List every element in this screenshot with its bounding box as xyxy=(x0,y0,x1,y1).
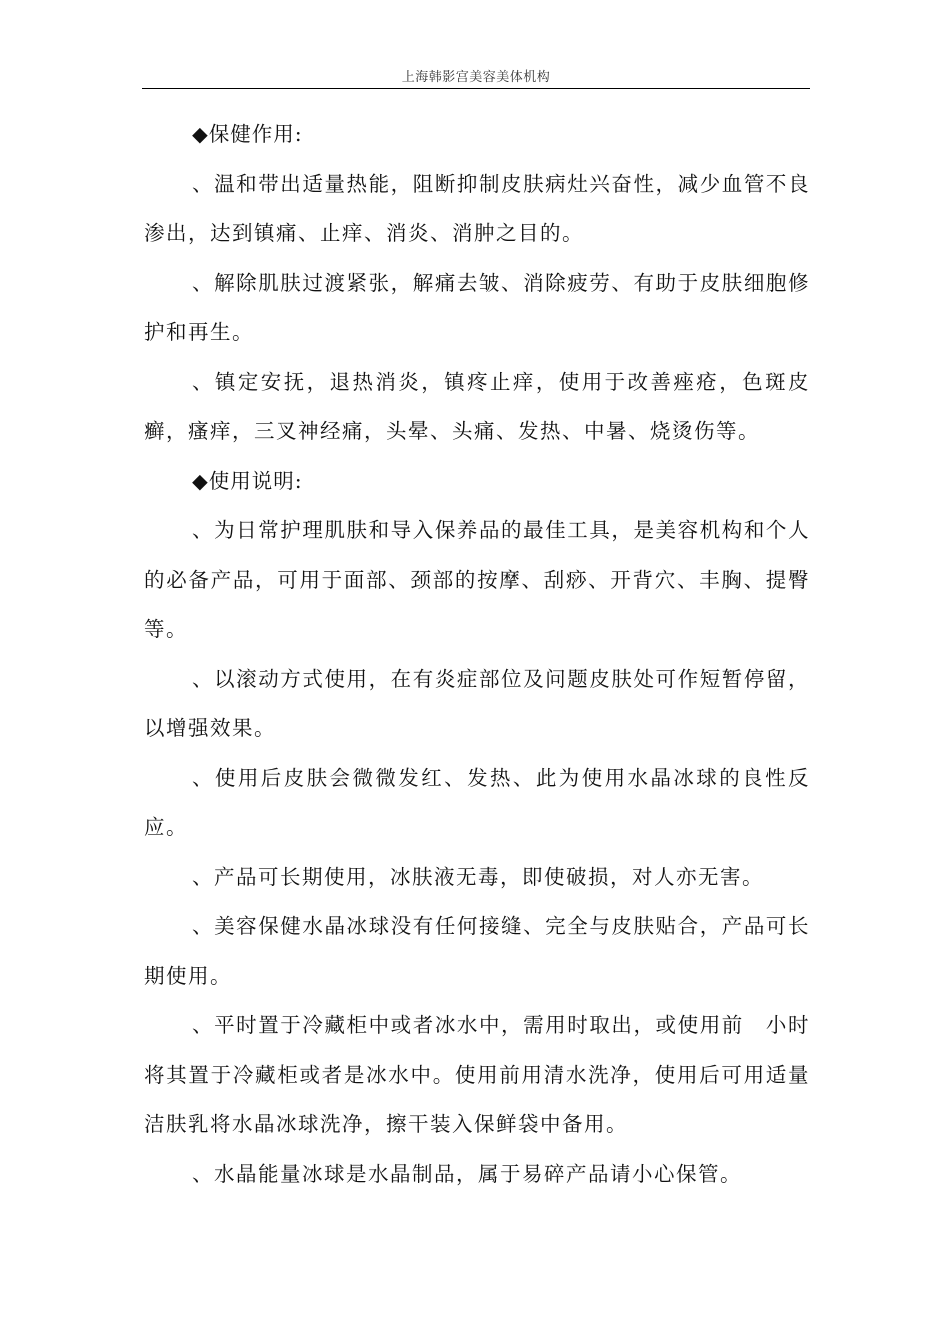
paragraph: 、平时置于冷藏柜中或者冰水中，需用时取出，或使用前 小时将其置于冷藏柜或者是冰水中。使用前用清水洗净，使用后可用适量洁肤乳将水晶冰球洗净，擦干装入保鲜袋中备用。 xyxy=(144,1013,810,1136)
header-title: 上海韩影宫美容美体机构 xyxy=(401,70,551,85)
section-heading: ◆使用说明: xyxy=(192,468,303,493)
section-usage-instructions xyxy=(144,457,810,1200)
section-heading: ◆保健作用: xyxy=(192,122,303,146)
paragraph: 、为日常护理肌肤和导入保养品的最佳工具，是美容机构和个人的必备产品，可用于面部、颈部的按摩、刮痧、开背穴、丰胸、提臀等。 xyxy=(144,518,810,641)
paragraph: 、水晶能量冰球是水晶制品，属于易碎产品请小心保管。 xyxy=(192,1161,742,1186)
paragraph: 、镇定安抚，退热消炎，镇疼止痒，使用于改善痤疮，色斑皮癣，瘙痒，三叉神经痛，头晕、头痛、发热、中暑、烧烫伤等。 xyxy=(144,369,810,443)
paragraph: 、使用后皮肤会微微发红、发热、此为使用水晶冰球的良性反应。 xyxy=(144,765,810,839)
section-health-effects xyxy=(144,110,810,457)
page-header xyxy=(142,66,810,89)
paragraph: 、温和带出适量热能，阻断抑制皮肤病灶兴奋性，减少血管不良渗出，达到镇痛、止痒、消炎、消肿之目的。 xyxy=(144,171,810,245)
paragraph: 、解除肌肤过渡紧张，解痛去皱、消除疲劳、有助于皮肤细胞修护和再生。 xyxy=(144,270,810,344)
document-body xyxy=(144,110,810,1199)
paragraph: 、产品可长期使用，冰肤液无毒，即使破损，对人亦无害。 xyxy=(192,864,764,889)
paragraph: 、以滚动方式使用，在有炎症部位及问题皮肤处可作短暂停留，以增强效果。 xyxy=(144,666,810,740)
paragraph: 、美容保健水晶冰球没有任何接缝、完全与皮肤贴合，产品可长期使用。 xyxy=(144,914,810,988)
